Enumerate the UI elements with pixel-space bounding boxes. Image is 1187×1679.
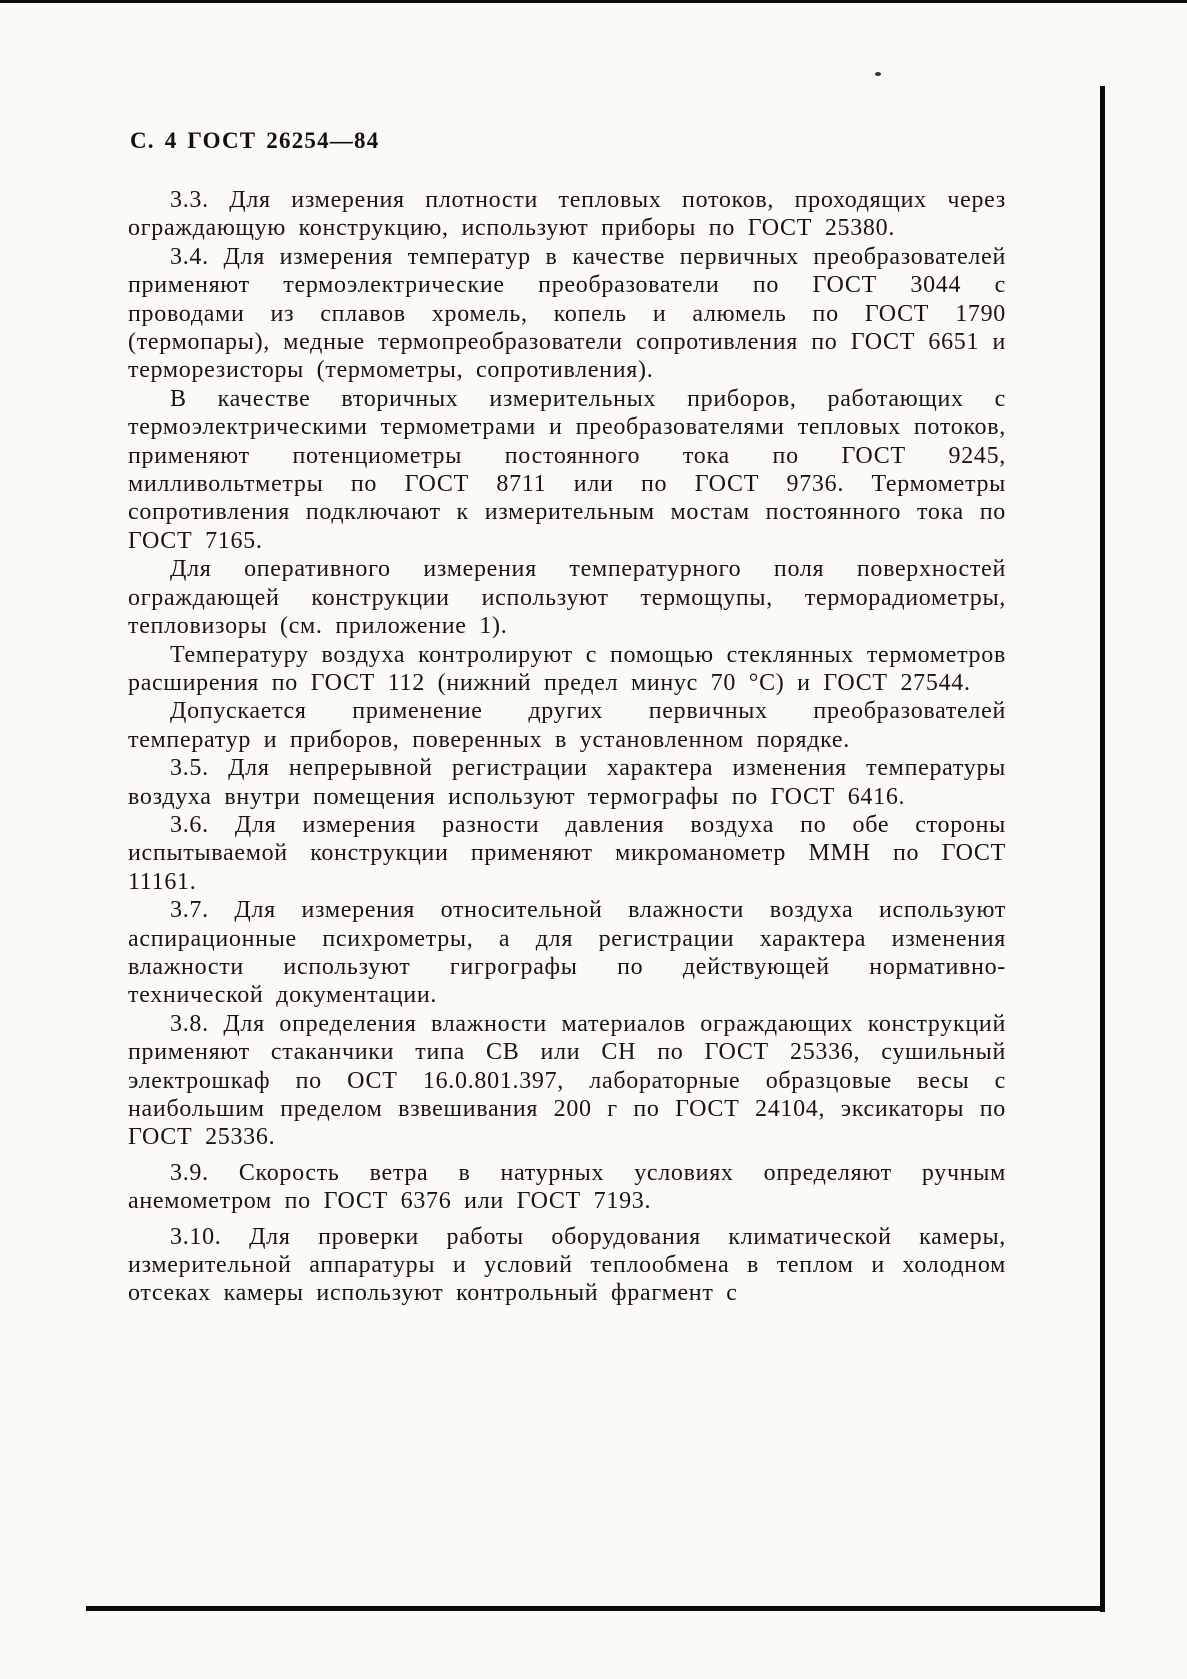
paragraph-other-transducers: Допускается применение других первичных преобразователей температур и приборов, поверенных в установленном порядке. bbox=[128, 698, 1006, 753]
text-block bbox=[128, 186, 1006, 1308]
ink-dot bbox=[875, 72, 881, 76]
scan-border-top bbox=[0, 0, 1187, 3]
paragraph-3-8: 3.8. Для определения влажности материалов ограждающих конструкций применяют стаканчики типа СВ или СН по ГОСТ 25336, сушильный электрошкаф по ОСТ 16.0.801.397, лабораторные образцовые весы с наибольшим пределом взвешивания 200 г по ГОСТ 24104, эксикаторы по ГОСТ 25336. bbox=[128, 1010, 1006, 1151]
paragraph-3-10: 3.10. Для проверки работы оборудования климатической камеры, измерительной аппаратуры и условий теплообмена в теплом и холодном отсеках камеры используют контрольный фрагмент с bbox=[128, 1223, 1006, 1307]
paragraph-3-3: 3.3. Для измерения плотности тепловых потоков, проходящих через ограждающую конструкцию, используют приборы по ГОСТ 25380. bbox=[128, 187, 1006, 242]
paragraph-3-9: 3.9. Скорость ветра в натурных условиях определяют ручным анемометром по ГОСТ 6376 или ГОСТ 7193. bbox=[128, 1159, 1006, 1215]
paragraph-3-5: 3.5. Для непрерывной регистрации характера изменения температуры воздуха внутри помещения используют термографы по ГОСТ 6416. bbox=[128, 755, 1006, 810]
paragraph-3-6: 3.6. Для измерения разности давления воздуха по обе стороны испытываемой конструкции применяют микроманометр ММН по ГОСТ 11161. bbox=[128, 811, 1006, 895]
paragraph-3-7: 3.7. Для измерения относительной влажности воздуха используют аспирационные психрометры, а для регистрации характера изменения влажности используют гигрографы по действующей нормативно-технической документации. bbox=[128, 897, 1006, 1009]
page-header: С. 4 ГОСТ 26254—84 bbox=[130, 128, 380, 153]
scan-border-right bbox=[1100, 86, 1105, 1612]
paragraph-3-4: 3.4. Для измерения температур в качестве первичных преобразователей применяют термоэлектрические преобразователи по ГОСТ 3044 с проводами из сплавов хромель, копель и алюмель по ГОСТ 1790 (термопары), медные термопреобразователи сопротивления по ГОСТ 6651 и терморезисторы (термометры, сопротивления). bbox=[128, 243, 1006, 384]
paragraph-operative-measurement: Для оперативного измерения температурного поля поверхностей ограждающей конструкции используют термощупы, терморадиометры, тепловизоры (см. приложение 1). bbox=[128, 556, 1006, 640]
scan-border-bottom bbox=[86, 1606, 1105, 1611]
paragraph-secondary-instruments: В качестве вторичных измерительных приборов, работающих с термоэлектрическими термометрами и преобразователями тепловых потоков, применяют потенциометры постоянного тока по ГОСТ 9245, милливольтметры по ГОСТ 8711 или по ГОСТ 9736. Термометры сопротивления подключают к измерительным мостам постоянного тока по ГОСТ 7165. bbox=[128, 385, 1006, 554]
paragraph-air-temperature: Температуру воздуха контролируют с помощью стеклянных термометров расширения по ГОСТ 112 (нижний предел минус 70 °С) и ГОСТ 27544. bbox=[128, 641, 1006, 696]
